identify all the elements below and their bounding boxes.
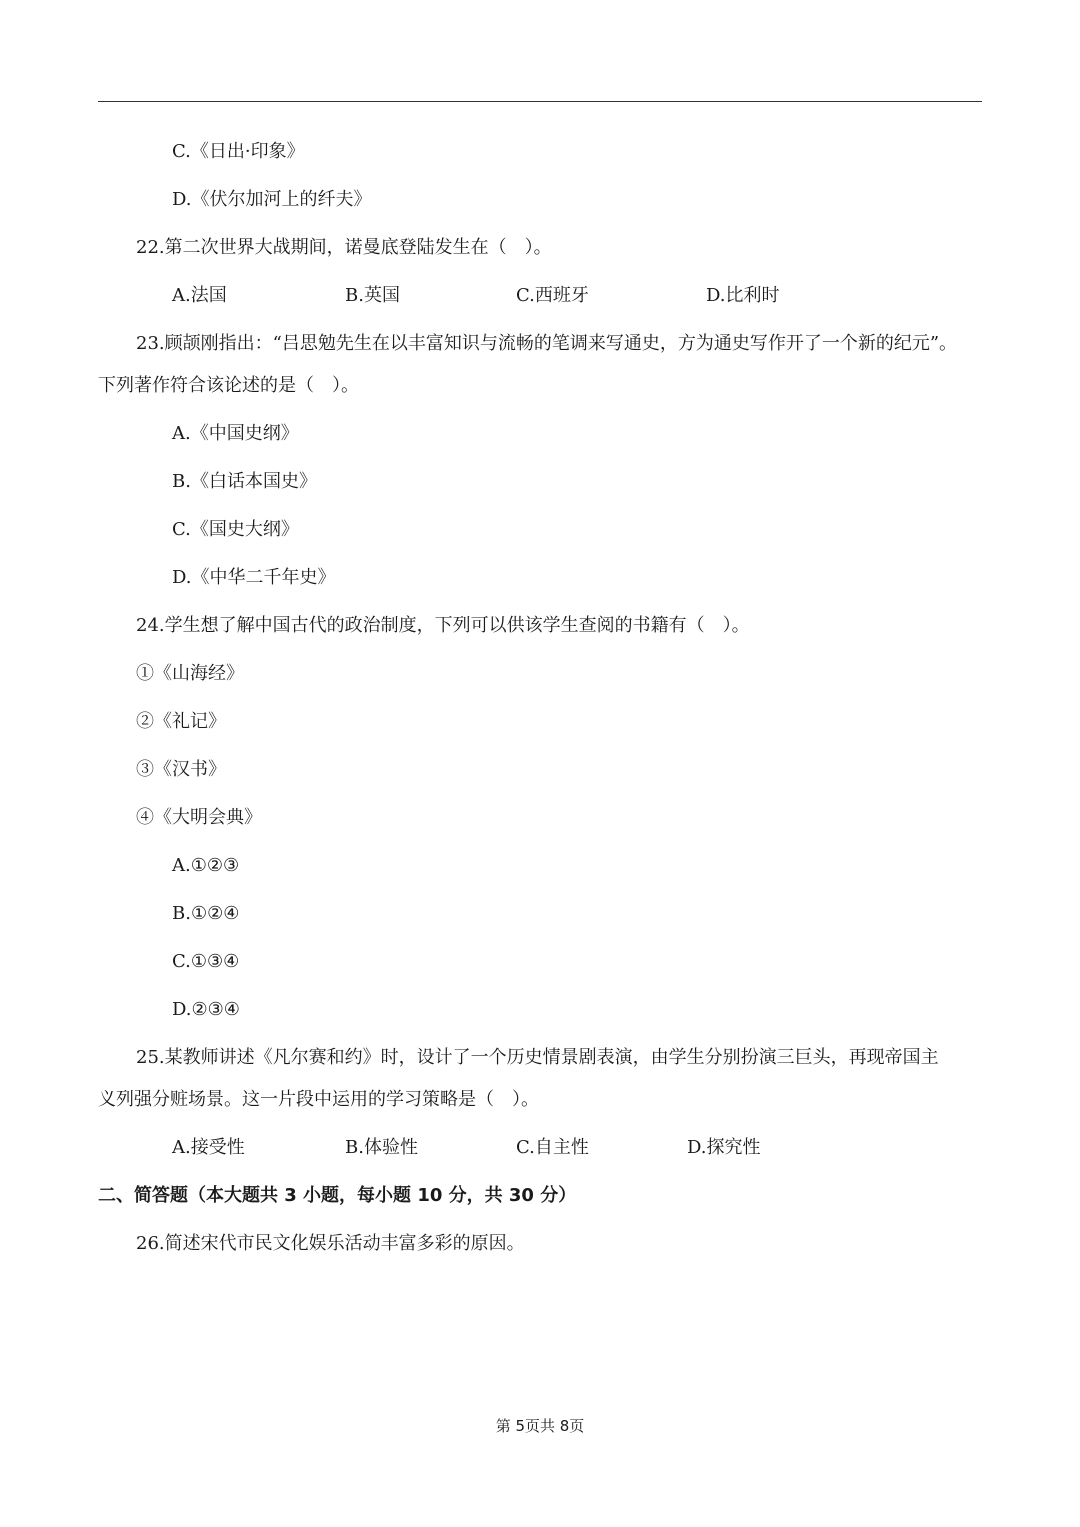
q25-option-c: C.自主性 bbox=[516, 1137, 589, 1158]
q24-option-c: C.①③④ bbox=[172, 951, 240, 972]
q26-stem: 26.简述宋代市民文化娱乐活动丰富多彩的原因。 bbox=[136, 1233, 525, 1254]
q24-stem: 24.学生想了解中国古代的政治制度，下列可以供该学生查阅的书籍有（ ）。 bbox=[136, 615, 750, 636]
section-heading-short-answer: 二、简答题（本大题共 3 小题，每小题 10 分，共 30 分） bbox=[98, 1185, 577, 1206]
q23-option-d: D.《中华二千年史》 bbox=[172, 567, 336, 588]
q24-item-1: ①《山海经》 bbox=[136, 663, 244, 684]
q22-option-c: C.西班牙 bbox=[516, 285, 589, 306]
header-rule bbox=[98, 101, 982, 102]
q21-option-c: C.《日出·印象》 bbox=[172, 141, 305, 162]
q22-option-b: B.英国 bbox=[345, 285, 400, 306]
q24-item-2: ②《礼记》 bbox=[136, 711, 226, 732]
q23-option-c: C.《国史大纲》 bbox=[172, 519, 299, 540]
q23-option-b: B.《白话本国史》 bbox=[172, 471, 317, 492]
q24-item-4: ④《大明会典》 bbox=[136, 807, 262, 828]
q21-option-d: D.《伏尔加河上的纤夫》 bbox=[172, 189, 372, 210]
q24-item-3: ③《汉书》 bbox=[136, 759, 226, 780]
q22-option-a: A.法国 bbox=[172, 285, 227, 306]
q24-option-a: A.①②③ bbox=[172, 855, 240, 876]
q22-option-d: D.比利时 bbox=[706, 285, 780, 306]
q24-option-b: B.①②④ bbox=[172, 903, 240, 924]
q25-option-b: B.体验性 bbox=[345, 1137, 418, 1158]
q23-option-a: A.《中国史纲》 bbox=[172, 423, 299, 444]
q23-stem-line1: 23.顾颉刚指出：“吕思勉先生在以丰富知识与流畅的笔调来写通史，方为通史写作开了一个新的纪元”。 bbox=[136, 333, 958, 354]
q25-stem-line1: 25.某教师讲述《凡尔赛和约》时，设计了一个历史情景剧表演，由学生分别扮演三巨头，再现帝国主 bbox=[136, 1047, 939, 1068]
q24-option-d: D.②③④ bbox=[172, 999, 240, 1020]
q23-stem-line2: 下列著作符合该论述的是（ ）。 bbox=[98, 375, 359, 396]
page-footer: 第 5页共 8页 bbox=[495, 1417, 585, 1435]
q22-stem: 22.第二次世界大战期间，诺曼底登陆发生在（ ）。 bbox=[136, 237, 552, 258]
q25-option-d: D.探究性 bbox=[687, 1137, 761, 1158]
q25-stem-line2: 义列强分赃场景。这一片段中运用的学习策略是（ ）。 bbox=[98, 1089, 539, 1110]
q25-option-a: A.接受性 bbox=[172, 1137, 245, 1158]
